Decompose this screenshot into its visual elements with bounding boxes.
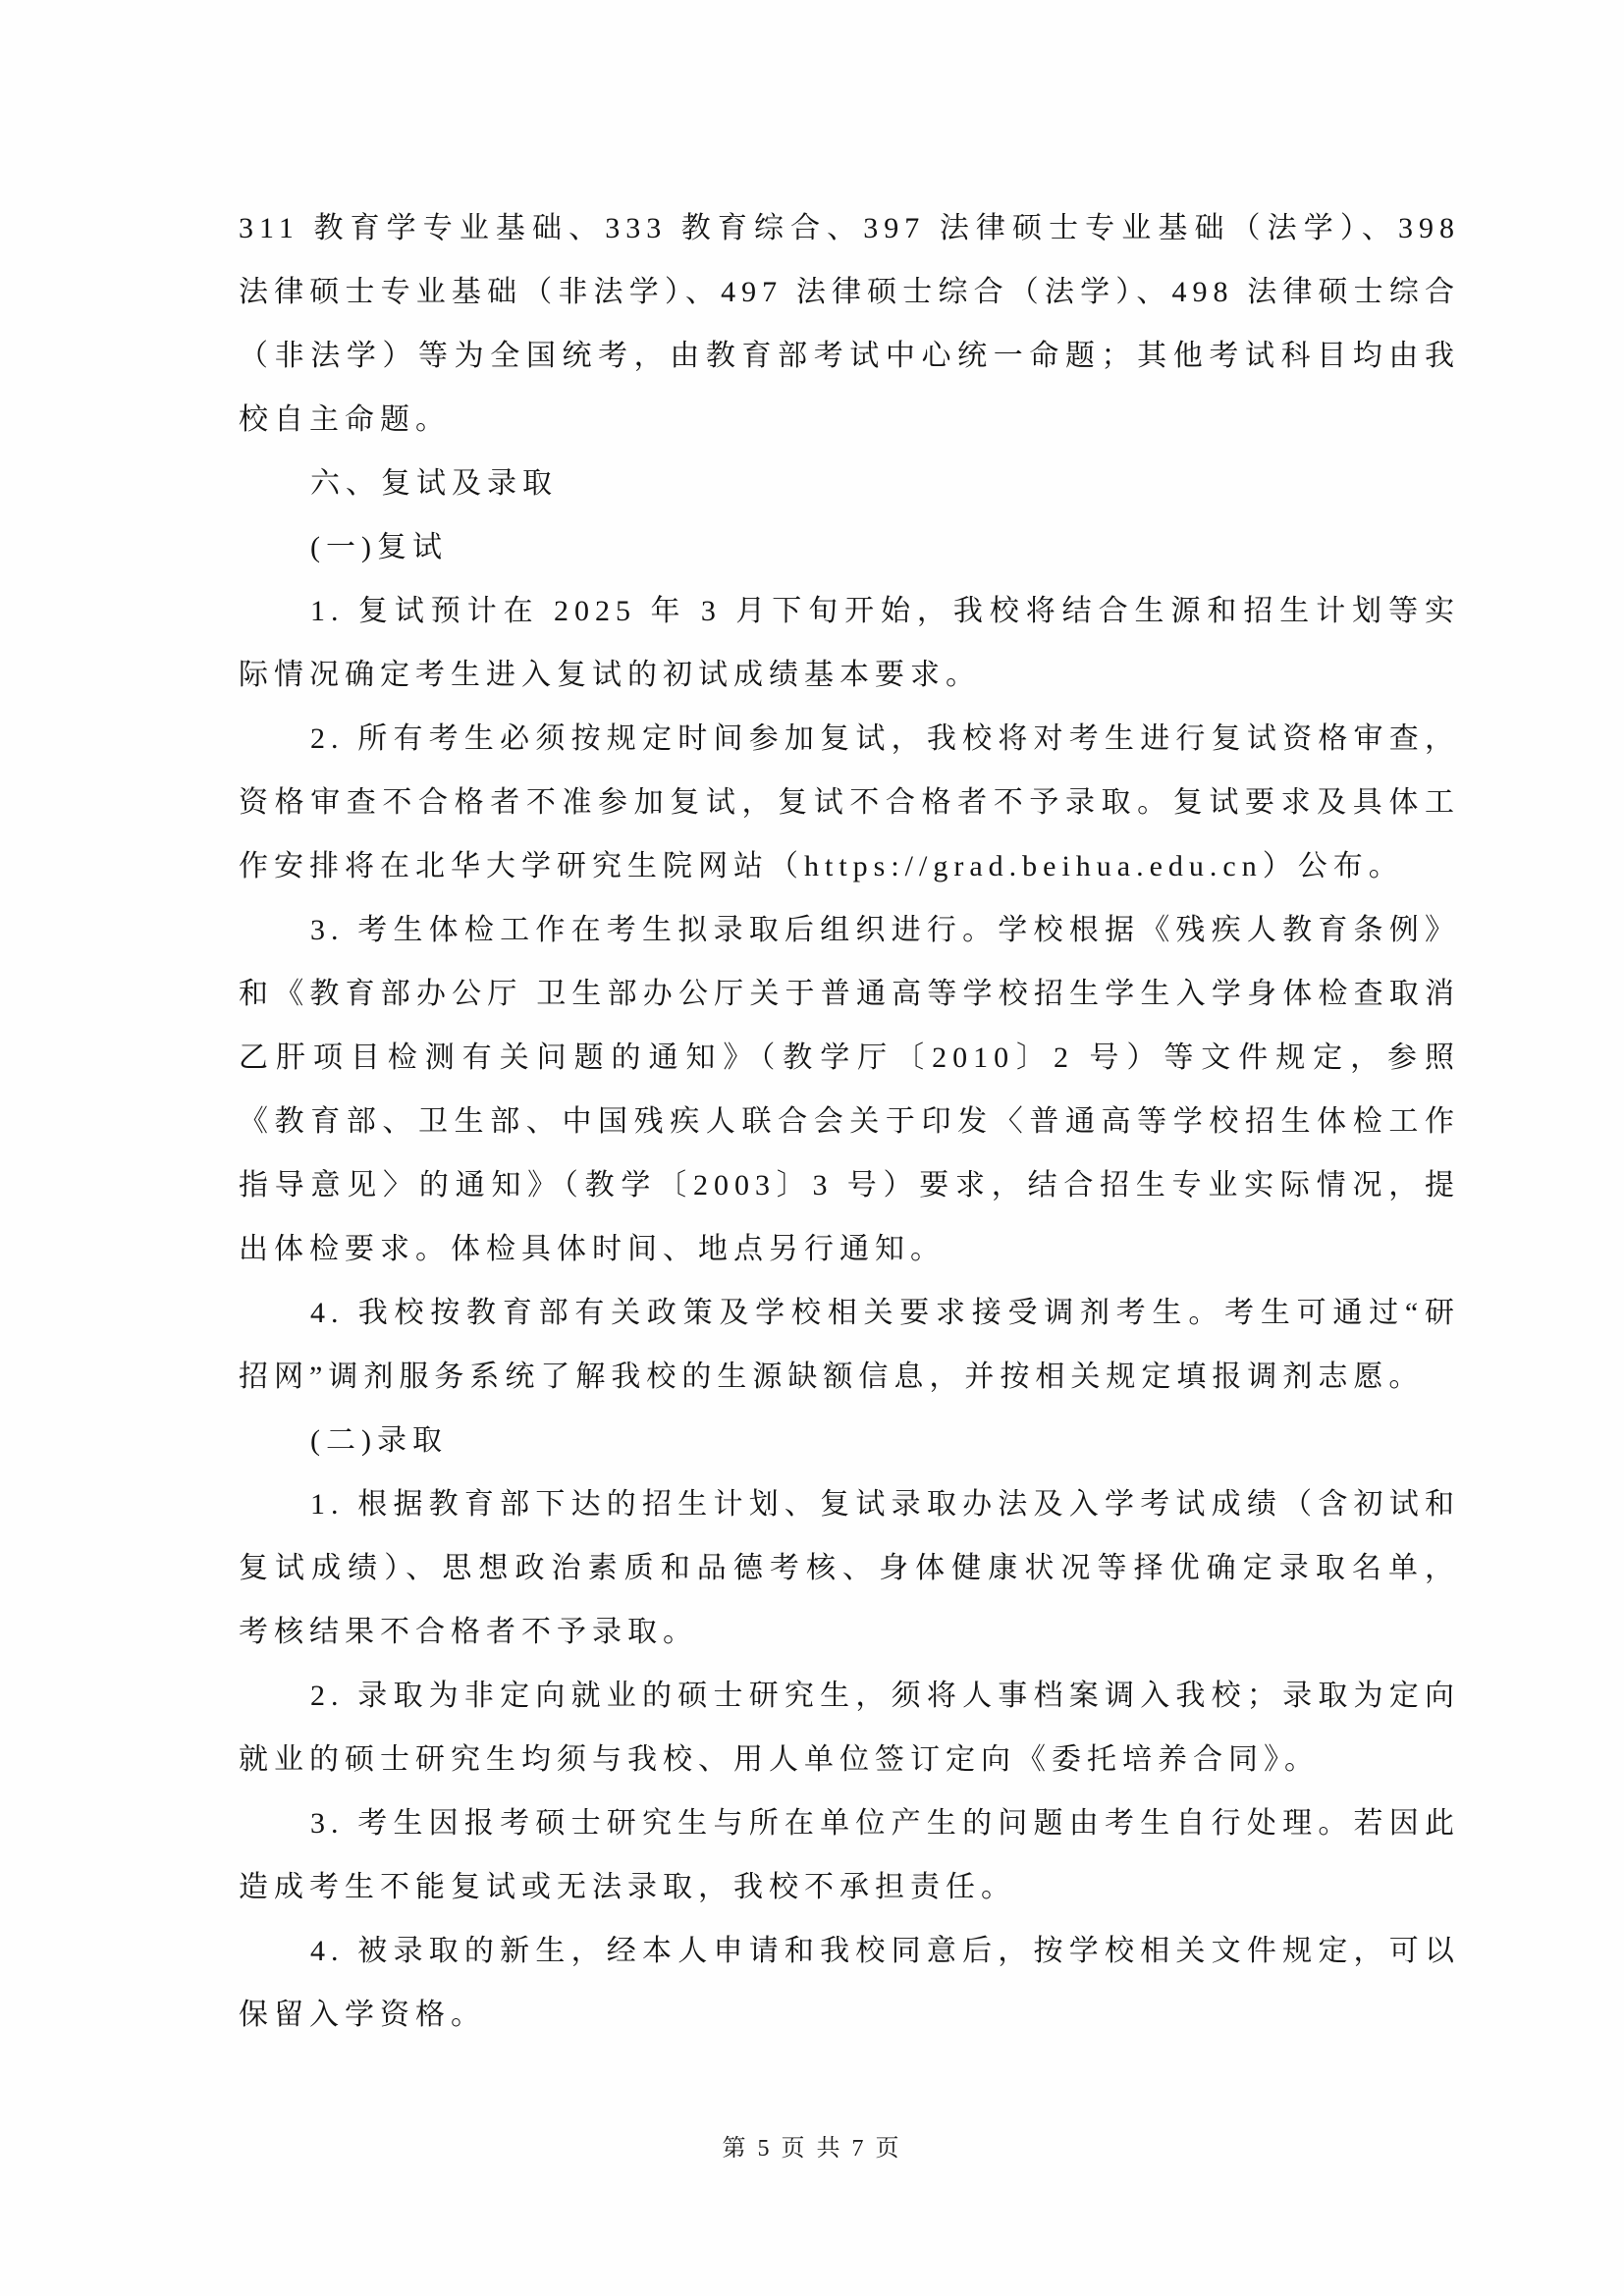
- document-body: [239, 196, 1460, 2047]
- paragraph-exam-subjects-continuation: 311 教育学专业基础、333 教育综合、397 法律硕士专业基础（法学）、398 法律硕士专业基础（非法学）、497 法律硕士综合（法学）、498 法律硕士综合（非法学）等为全国统考，由教育部考试中心统一命题；其他考试科目均由我校自主命题。: [239, 212, 1460, 436]
- subsection-heading-admission: (二)录取: [310, 1424, 448, 1457]
- paragraph-retest-item-1: 1. 复试预计在 2025 年 3 月下旬开始，我校将结合生源和招生计划等实际情况确定考生进入复试的初试成绩基本要求。: [239, 595, 1460, 691]
- paragraph-retest-item-2: 2. 所有考生必须按规定时间参加复试，我校将对考生进行复试资格审查，资格审查不合格者不准参加复试，复试不合格者不予录取。复试要求及具体工作安排将在北华大学研究生院网站（https://grad.beihua.edu.cn）公布。: [239, 722, 1460, 882]
- paragraph-admission-item-1: 1. 根据教育部下达的招生计划、复试录取办法及入学考试成绩（含初试和复试成绩）、思想政治素质和品德考核、身体健康状况等择优确定录取名单，考核结果不合格者不予录取。: [239, 1488, 1460, 1648]
- paragraph-admission-item-4: 4. 被录取的新生，经本人申请和我校同意后，按学校相关文件规定，可以保留入学资格。: [239, 1935, 1460, 2031]
- subsection-heading-retest: (一)复试: [310, 531, 448, 563]
- paragraph-retest-item-4: 4. 我校按教育部有关政策及学校相关要求接受调剂考生。考生可通过“研招网”调剂服务系统了解我校的生源缺额信息，并按相关规定填报调剂志愿。: [239, 1297, 1460, 1393]
- paragraph-retest-item-3: 3. 考生体检工作在考生拟录取后组织进行。学校根据《残疾人教育条例》和《教育部办公厅 卫生部办公厅关于普通高等学校招生学生入学身体检查取消乙肝项目检测有关问题的通知》（教学厅〔2010〕2 号）等文件规定，参照《教育部、卫生部、中国残疾人联合会关于印发〈普通高等学校招生体检工作指导意见〉的通知》（教学〔2003〕3 号）要求，结合招生专业实际情况，提出体检要求。体检具体时间、地点另行通知。: [239, 914, 1460, 1265]
- paragraph-admission-item-2: 2. 录取为非定向就业的硕士研究生，须将人事档案调入我校；录取为定向就业的硕士研究生均须与我校、用人单位签订定向《委托培养合同》。: [239, 1680, 1460, 1776]
- paragraph-admission-item-3: 3. 考生因报考硕士研究生与所在单位产生的问题由考生自行处理。若因此造成考生不能复试或无法录取，我校不承担责任。: [239, 1807, 1460, 1903]
- section-heading-retest-admission: 六、复试及录取: [310, 467, 558, 500]
- page-footer: 第 5 页 共 7 页: [722, 2136, 902, 2162]
